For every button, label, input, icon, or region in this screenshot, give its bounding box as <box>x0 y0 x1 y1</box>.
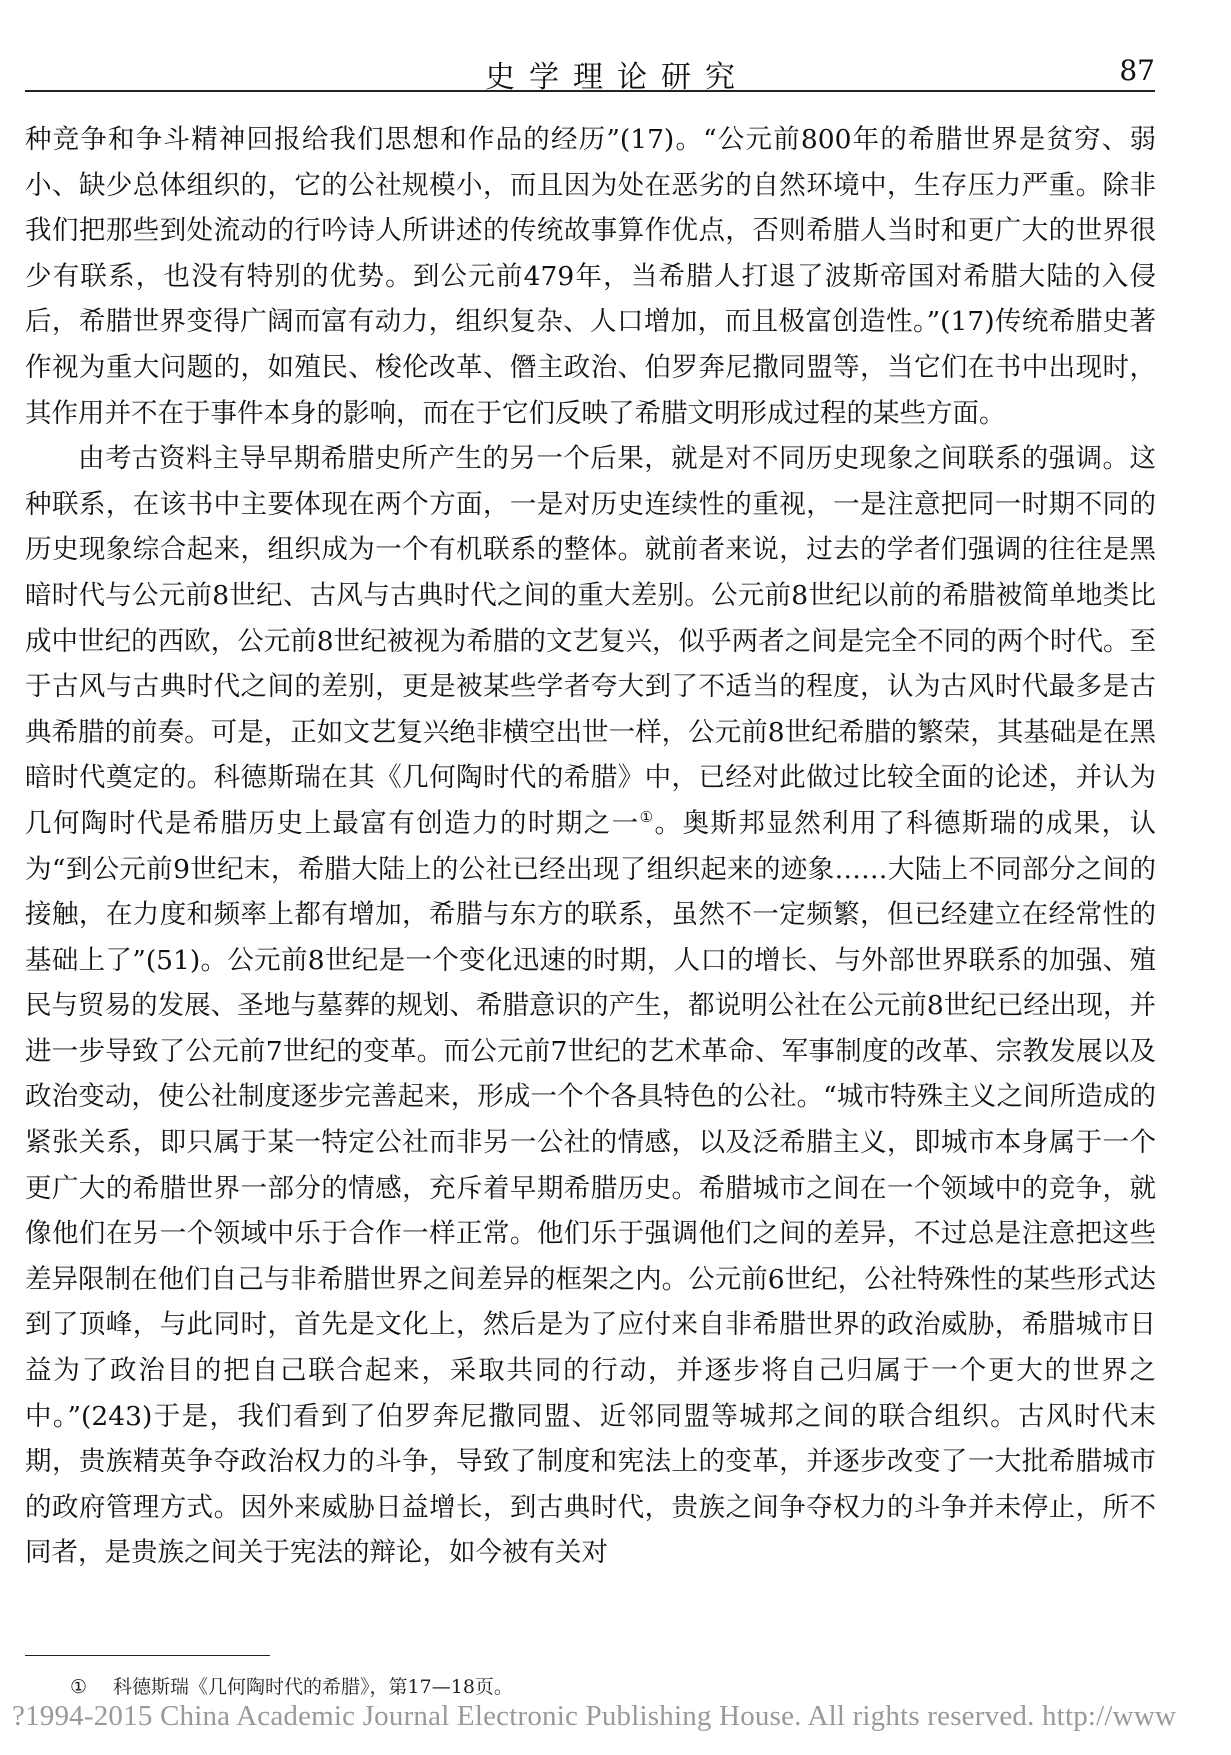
paragraph-1: 种竞争和争斗精神回报给我们思想和作品的经历”(17)。“公元前800年的希腊世界是贫穷、弱小、缺少总体组织的，它的公社规模小，而且因为处在恶劣的自然环境中，生存压力严重。除非我们把那些到处流动的行吟诗人所讲述的传统故事算作优点，否则希腊人当时和更广大的世界很少有联系，也没有特别的优势。到公元前479年，当希腊人打退了波斯帝国对希腊大陆的入侵后，希腊世界变得广阔而富有动力，组织复杂、人口增加，而且极富创造性。”(17)传统希腊史著作视为重大问题的，如殖民、梭伦改革、僭主政治、伯罗奔尼撒同盟等，当它们在书中出现时，其作用并不在于事件本身的影响，而在于它们反映了希腊文明形成过程的某些方面。 <box>25 124 1156 429</box>
paragraph-2 <box>25 436 1156 1576</box>
paragraph-2-text-a: 由考古资料主导早期希腊史所产生的另一个后果，就是对不同历史现象之间联系的强调。这种联系，在该书中主要体现在两个方面，一是对历史连续性的重视，一是注意把同一时期不同的历史现象综合起来，组织成为一个有机联系的整体。就前者来说，过去的学者们强调的往往是黑暗时代与公元前8世纪、古风与古典时代之间的重大差别。公元前8世纪以前的希腊被简单地类比成中世纪的西欧，公元前8世纪被视为希腊的文艺复兴，似乎两者之间是完全不同的两个时代。至于古风与古典时代之间的差别，更是被某些学者夸大到了不适当的程度，认为古风时代最多是古典希腊的前奏。可是，正如文艺复兴绝非横空出世一样，公元前8世纪希腊的繁荣，其基础是在黑暗时代奠定的。科德斯瑞在其《几何陶时代的希腊》中，已经对此做过比较全面的论述，并认为几何陶时代是希腊历史上最富有创造力的时期之一 <box>25 443 1157 839</box>
journal-title: 史学理论研究 <box>485 60 749 95</box>
article-body <box>25 117 1156 1576</box>
footnote-text: 科德斯瑞《几何陶时代的希腊》，第17—18页。 <box>113 1676 513 1698</box>
page-header <box>25 50 1155 95</box>
footnote-mark: ① <box>70 1676 88 1698</box>
footnote-divider <box>25 1655 270 1656</box>
copyright-watermark: ?1994-2015 China Academic Journal Electronic Publishing House. All rights reserved. http://www <box>12 1700 1177 1732</box>
footnote-reference[interactable]: ① <box>639 808 655 827</box>
paragraph-2-text-b: 。奥斯邦显然利用了科德斯瑞的成果，认为“到公元前9世纪末，希腊大陆上的公社已经出现了组织起来的迹象……大陆上不同部分之间的接触，在力度和频率上都有增加，希腊与东方的联系，虽然不一定频繁，但已经建立在经常性的基础上了”(51)。公元前8世纪是一个变化迅速的时期，人口的增长、与外部世界联系的加强、殖民与贸易的发展、圣地与墓葬的规划、希腊意识的产生，都说明公社在公元前8世纪已经出现，并进一步导致了公元前7世纪的变革。而公元前7世纪的艺术革命、军事制度的改革、宗教发展以及政治变动，使公社制度逐步完善起来，形成一个个各具特色的公社。“城市特殊主义之间所造成的紧张关系，即只属于某一特定公社而非另一公社的情感，以及泛希腊主义，即城市本身属于一个更广大的希腊世界一部分的情感，充斥着早期希腊历史。希腊城市之间在一个领域中的竞争，就像他们在另一个领域中乐于合作一样正常。他们乐于强调他们之间的差异，不过总是注意把这些差异限制在他们自己与非希腊世界之间差异的框架之内。公元前6世纪，公社特殊性的某些形式达到了顶峰，与此同时，首先是文化上，然后是为了应付来自非希腊世界的政治威胁，希腊城市日益为了政治目的把自己联合起来，采取共同的行动，并逐步将自己归属于一个更大的世界之中。”(243)于是，我们看到了伯罗奔尼撒同盟、近邻同盟等城邦之间的联合组织。古风时代末期，贵族精英争夺政治权力的斗争，导致了制度和宪法上的变革，并逐步改变了一大批希腊城市的政府管理方式。因外来威胁日益增长，到古典时代，贵族之间争夺权力的斗争并未停止，所不同者，是贵族之间关于宪法的辩论，如今被有关对 <box>25 807 1157 1569</box>
footnote <box>70 1672 513 1699</box>
page-number: 87 <box>1119 54 1155 87</box>
